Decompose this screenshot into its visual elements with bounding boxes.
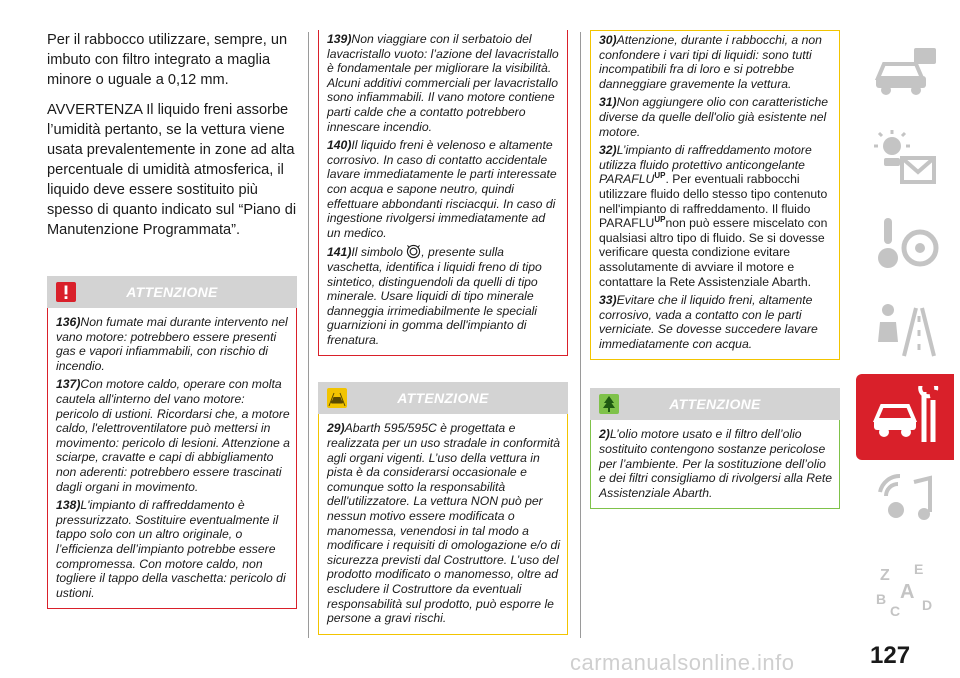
note-136: 136)Non fumate mai durante intervento nel vano motore: potrebbero essere presenti gas e vapori infiammabili, con rischio di incendio. (56, 315, 288, 373)
environment-box (590, 420, 840, 509)
environment-title: ATTENZIONE (669, 396, 761, 413)
warning-box-continued (318, 30, 568, 356)
tree-environment-icon (598, 393, 620, 415)
svg-text:A: A (900, 581, 915, 603)
environment-banner (590, 388, 840, 420)
column-divider (308, 32, 309, 638)
tab-car-dashboard[interactable] (856, 30, 954, 116)
refill-paragraph: Per il rabbocco utilizzare, sempre, un imbuto con filtro integrato a maglia minore o uguale a 0,12 mm. (47, 32, 288, 88)
tab-warning-lights[interactable] (856, 116, 954, 202)
seat-key-steering-icon (870, 214, 940, 276)
note-31: 31)Non aggiungere olio con caratteristiche diverse da quelle dell'olio già esistente nel motore. (599, 95, 829, 139)
note-137: 137)Con motore caldo, operare con molta cautela all'interno del vano motore: pericolo di ustioni. Ricordarsi che, a motore caldo, l'elettroventilatore può mettersi in movimento: pericolo di lesioni. Attenzione a sciarpe, cravatte e capi di abbigliamento non aderenti: potrebbero essere trascinati dagli organi in movimento. (56, 377, 290, 494)
warning-lights-icon (870, 128, 940, 190)
note-141: 141)Il simbolo , presente sulla vaschetta, identifica i liquidi freno di tipo sintetico, distinguendoli da quelli di tipo minerale. Usare liquidi di tipo minerale danneggia irrimediabilmente le speciali guarnizioni in gomma dell'impianto di frenatura. (327, 245, 542, 347)
brake-fluid-warning-paragraph: AVVERTENZA Il liquido freni assorbe l’umidità pertanto, se la vettura viene usata prevalentemente in zone ad alta percentuale di umidità atmosferica, il liquido deve essere sostituito più spesso di quanto indicato sul “Piano di Manutenzione Programmata”. (47, 102, 297, 238)
car-on-track-icon (326, 387, 348, 409)
tab-seat-key-steering[interactable] (856, 202, 954, 288)
attention-box-continued (590, 30, 840, 360)
warning-box (47, 308, 297, 609)
svg-text:C: C (890, 603, 901, 619)
svg-text:D: D (922, 597, 933, 613)
chapter-sidebar (856, 30, 954, 632)
watermark: carmanualsonline.info (570, 650, 795, 675)
attention-box (318, 414, 568, 634)
attention-banner (318, 382, 568, 414)
warning-icon (55, 281, 77, 303)
media-music-icon (870, 472, 940, 534)
brake-fluid-symbol-icon (406, 244, 421, 259)
svg-text:E: E (914, 561, 924, 577)
tab-index[interactable] (856, 546, 954, 632)
warning-title: ATTENZIONE (126, 284, 218, 300)
note-139: 139)Non viaggiare con il serbatoio del lavacristallo vuoto: l’azione del lavacristallo è fondamentale per migliorare la visibilità. Alcuni additivi commerciali per lavacristallo sono infiammabili. Il vano motore contiene parti calde che a contatto potrebbero innescare incendio. (327, 32, 559, 134)
tab-airbag-road[interactable] (856, 288, 954, 374)
note-32: 32)L’impianto di raffreddamento motore utilizza fluido protettivo anticongelante $PARAFLU^{UP}$. Per eventuali rabbocchi utilizzare fluido dello stesso tipo contenuto nell'impianto di raffreddamento. Il fluido $PARAFLU^{UP}non$ può essere miscelato con qualsiasi altro tipo di fluido. Se si dovesse verificare questa condizione evitare assolutamente di avviare il motore e contattare la Rete Assistenziale Abarth. (599, 143, 828, 289)
column-divider (580, 32, 581, 638)
tab-maintenance[interactable] (856, 374, 954, 460)
warning-banner (47, 276, 297, 308)
note-138: 138)L'impianto di raffreddamento è pressurizzato. Sostituire eventualmente il tappo solo con un altro originale, o l’efficienza dell’impianto potrebbe essere compromessa. Con motore caldo, non togliere il tappo della vaschetta: pericolo di ustioni. (56, 498, 286, 600)
note-29: 29)Abarth 595/595C è progettata e realizzata per un uso stradale in conformità agli organi vigenti. L’uso della vettura in pista è da considerarsi occasionale e comunque sotto la responsabilità dell'utilizzatore. La vettura NON può per nessun motivo essere modificata o manomessa, venendosi in tal modo a modificare i requisiti di omologazione e/o di sicurezza previsti dal Costruttore. L’uso del prodotto modificato o manomesso, oltre ad escludere il Costruttore da eventuali responsabilità sul prodotto, può esporre le persone a gravi rischi. (327, 421, 561, 626)
airbag-road-icon (870, 300, 940, 362)
note-30: 30)Attenzione, durante i rabbocchi, a non confondere i vari tipi di liquidi: sono tutti incompatibili fra di loro e si potrebbe danneggiare gravemente la vettura. (599, 33, 822, 91)
tab-media[interactable] (856, 460, 954, 546)
attention-title: ATTENZIONE (397, 390, 489, 407)
car-wrench-icon (870, 386, 940, 448)
note-33: 33)Evitare che il liquido freni, altamente corrosivo, vada a contatto con le parti verniciate. Se dovesse succedere lavare immediatamente con acqua. (599, 293, 818, 351)
svg-text:Z: Z (880, 567, 890, 584)
page-number: 127 (870, 642, 911, 669)
column-2 (318, 30, 568, 635)
column-3 (590, 30, 840, 509)
alphabet-index-icon (870, 558, 940, 620)
svg-text:B: B (876, 591, 887, 607)
note-140: 140)Il liquido freni è velenoso e altamente corrosivo. In caso di contatto accidentale lavare immediatamente le parti interessate con acqua e sapone neutro, quindi effettuare abbondanti risciacqui. In caso di ingestione rivolgersi immediatamente ad un medico. (327, 138, 557, 240)
note-2: 2)L’olio motore usato e il filtro dell’olio sostituito contengono sostanze pericolose per l’ambiente. Per la sostituzione dell’olio e dei filtri consigliamo di rivolgersi alla Rete Assistenziale Abarth. (599, 427, 833, 500)
car-dashboard-icon (870, 42, 940, 104)
column-1 (47, 30, 297, 609)
